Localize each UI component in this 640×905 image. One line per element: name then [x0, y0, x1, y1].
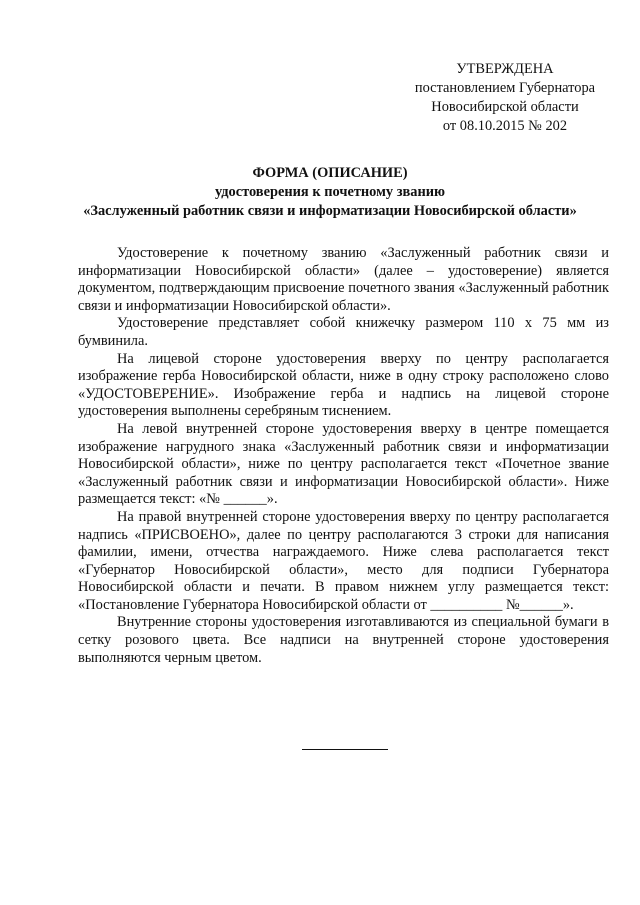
document-title	[50, 164, 610, 221]
paragraph-right-inner-side: На правой внутренней стороне удостоверения вверху по центру располагается надпись «ПРИСВОЕНО», далее по центру располагаются 3 строки для написания фамилии, имени, отчества награждаемого. Ниже слева располагается текст «Губернатор Новосибирской области», место для подписи Губернатора Новосибирской области и печати. В правом нижнем углу размещается текст: «Постановление Губернатора Новосибирской области от __________ №______».	[78, 508, 609, 613]
approval-region-line: Новосибирской области	[431, 99, 579, 115]
paragraph-front-side: На лицевой стороне удостоверения вверху по центру располагается изображение герба Новосибирской области, ниже в одну строку расположено слово «УДОСТОВЕРЕНИЕ». Изображение герба и надпись на лицевой стороне удостоверения выполнены серебряным тиснением.	[78, 350, 609, 420]
title-line-form: ФОРМА (ОПИСАНИЕ)	[252, 165, 408, 181]
paragraph-inner-paper: Внутренние стороны удостоверения изготавливаются из специальной бумаги в сетку розового цвета. Все надписи на внутренней стороне удостоверения выполняются черным цветом.	[78, 614, 609, 666]
approval-stamp	[392, 60, 618, 136]
approval-heading: УТВЕРЖДЕНА	[456, 61, 554, 77]
paragraph-left-inner-side: На левой внутренней стороне удостоверения вверху в центре помещается изображение нагрудного знака «Заслуженный работник связи и информатизации Новосибирской области», ниже по центру располагается текст «Почетное звание «Заслуженный работник связи и информатизации Новосибирской области». Ниже размещается текст: «№ ______».	[78, 420, 609, 508]
approval-decree-line: постановлением Губернатора	[414, 80, 596, 96]
title-line-honorary-title: «Заслуженный работник связи и информатизации Новосибирской области»	[83, 203, 577, 219]
paragraph-booklet-size: Удостоверение представляет собой книжечку размером 110 х 75 мм из бумвинила.	[78, 315, 609, 349]
approval-date-line: от 08.10.2015 № 202	[442, 118, 568, 134]
document-body	[78, 245, 609, 667]
title-line-certificate: удостоверения к почетному званию	[214, 184, 446, 200]
paragraph-definition: Удостоверение к почетному званию «Заслуженный работник связи и информатизации Новосибирской области» (далее – удостоверение) является документом, подтверждающим присвоение почетного звания «Заслуженный работник связи и информатизации Новосибирской области».	[78, 245, 609, 314]
end-separator-line	[302, 749, 388, 750]
